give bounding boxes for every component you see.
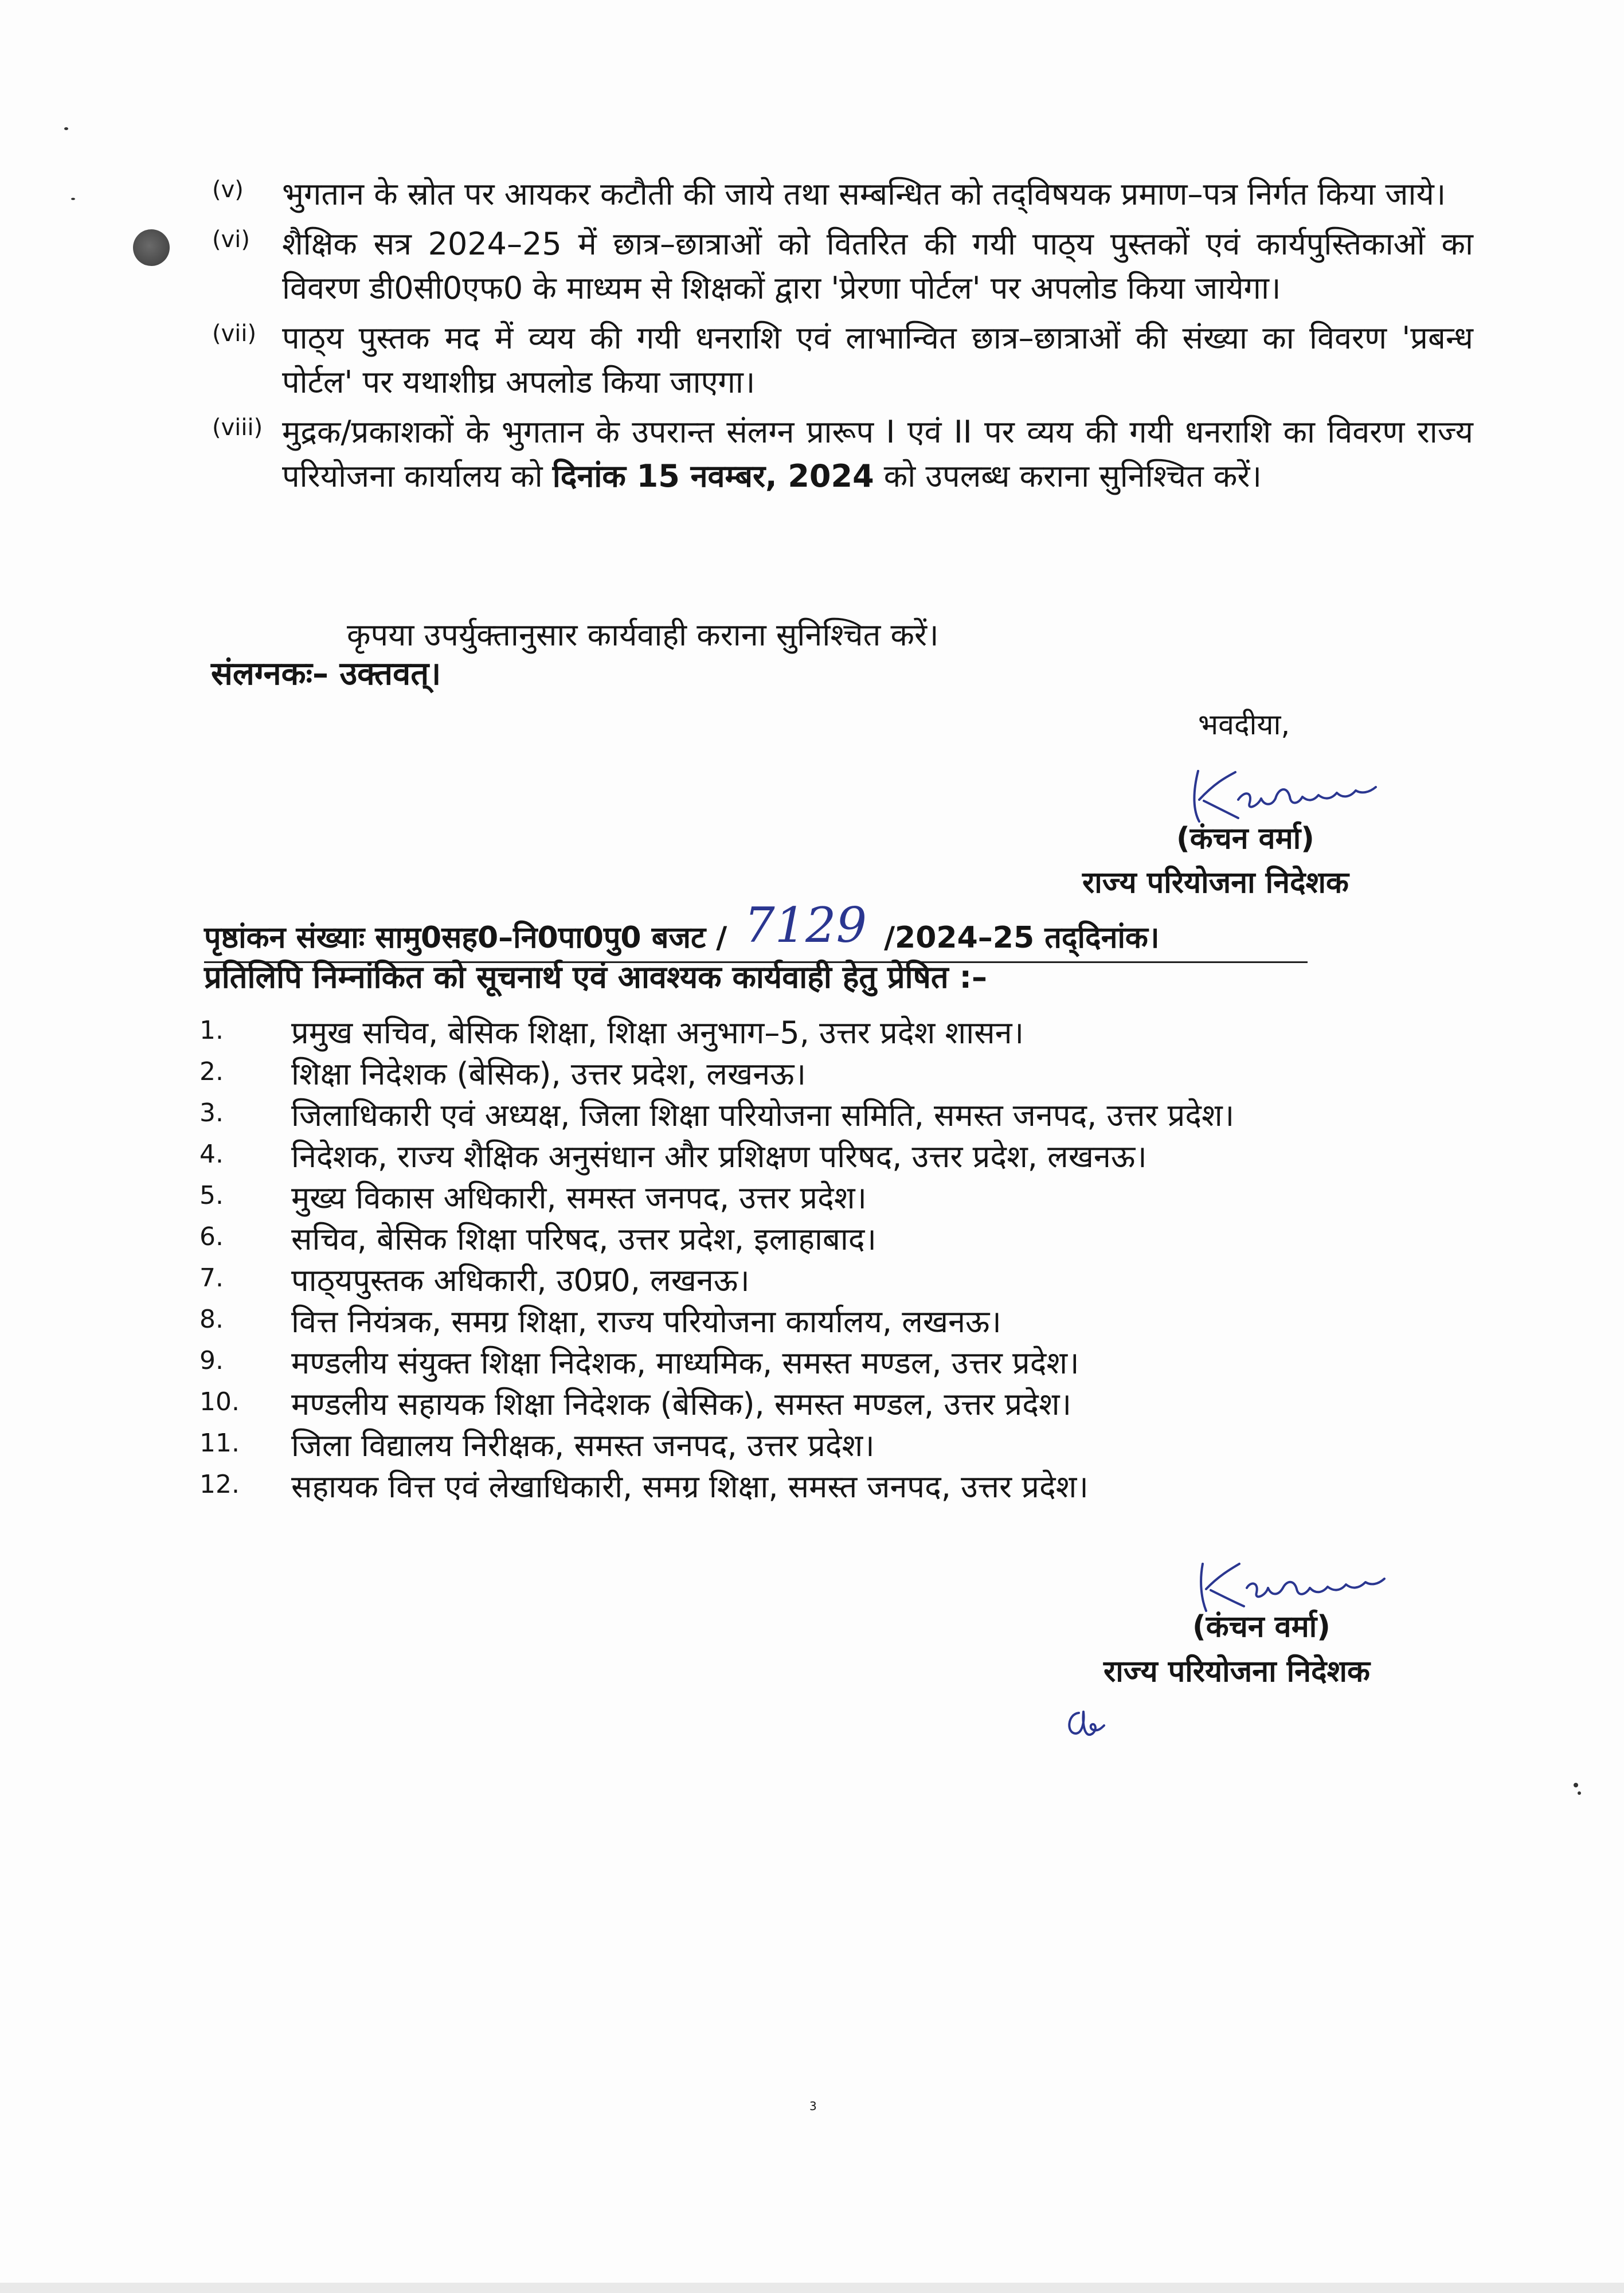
enclosure-line: संलग्नकः– उक्तवत्। xyxy=(211,655,441,692)
list-item-number: 12. xyxy=(199,1470,240,1499)
list-item-number: 2. xyxy=(199,1057,224,1086)
point-number: (vii) xyxy=(212,320,257,347)
signatory-name: (कंचन वर्मा) xyxy=(1192,1610,1330,1644)
signatory-name: (कंचन वर्मा) xyxy=(1176,821,1314,856)
instruction-points xyxy=(212,172,1473,504)
list-item-text: जिला विद्यालय निरीक्षक, समस्त जनपद, उत्तर प्रदेश। xyxy=(291,1427,875,1464)
point-text-part: मुद्रक/प्रकाशकों के भुगतान के उपरान्त संलग्न प्रारूप I एवं II पर व्यय की गयी धनराशि का विवरण राज्य परियोजना कार्यालय को xyxy=(282,414,1473,494)
point-number: (vi) xyxy=(212,226,250,253)
list-item xyxy=(199,1134,1461,1175)
reference-suffix: /2024–25 तद्‌दिनांक। xyxy=(884,921,1160,955)
page-number: 3 xyxy=(809,2099,817,2113)
list-item-text: पाठ्‌यपुस्तक अधिकारी, उ0प्र0, लखनऊ। xyxy=(291,1262,750,1298)
list-item xyxy=(199,1464,1461,1505)
list-item-number: 6. xyxy=(199,1222,224,1251)
list-item-text: जिलाधिकारी एवं अध्यक्ष, जिला शिक्षा परियोजना समिति, समस्त जनपद, उत्तर प्रदेश। xyxy=(291,1097,1235,1133)
list-item-text: सहायक वित्त एवं लेखाधिकारी, समग्र शिक्षा, समस्त जनपद, उत्तर प्रदेश। xyxy=(291,1469,1089,1505)
copy-distribution-heading: प्रतिलिपि निम्नांकित को सूचनार्थ एवं आवश्यक कार्यवाही हेतु प्रेषित :– xyxy=(204,959,988,995)
signatory-title: राज्य परियोजना निदेशक xyxy=(1082,866,1349,900)
list-item xyxy=(199,1010,1461,1051)
point-item xyxy=(212,172,1473,216)
list-item-number: 8. xyxy=(199,1305,224,1334)
scan-speck xyxy=(1574,1783,1578,1787)
scan-speck xyxy=(1578,1791,1581,1795)
point-number: (viii) xyxy=(212,414,263,441)
list-item-text: निदेशक, राज्य शैक्षिक अनुसंधान और प्रशिक्षण परिषद, उत्तर प्रदेश, लखनऊ। xyxy=(291,1138,1147,1175)
list-item xyxy=(199,1093,1461,1134)
list-item xyxy=(199,1258,1461,1299)
greeting: भवदीया, xyxy=(1198,708,1290,741)
list-item-number: 5. xyxy=(199,1181,224,1210)
list-item xyxy=(199,1423,1461,1464)
list-item-number: 10. xyxy=(199,1387,240,1417)
list-item-number: 11. xyxy=(199,1429,240,1458)
list-item xyxy=(199,1216,1461,1258)
list-item-text: मुख्य विकास अधिकारी, समस्त जनपद, उत्तर प्रदेश। xyxy=(291,1180,867,1216)
handwritten-reference-number: 7129 xyxy=(744,897,867,953)
list-item-text: मण्डलीय सहायक शिक्षा निदेशक (बेसिक), समस्त मण्डल, उत्तर प्रदेश। xyxy=(291,1386,1072,1422)
signatory-title: राज्य परियोजना निदेशक xyxy=(1103,1654,1370,1689)
list-item-text: मण्डलीय संयुक्त शिक्षा निदेशक, माध्यमिक, समस्त मण्डल, उत्तर प्रदेश। xyxy=(291,1345,1079,1381)
list-item xyxy=(199,1051,1461,1093)
scan-speck xyxy=(71,198,75,200)
reference-prefix: पृष्ठांकन संख्याः सामु0सह0–नि0पा0पु0 बजट / xyxy=(204,921,727,955)
point-text-part: को उपलब्ध कराना सुनिश्चित करें। xyxy=(874,458,1262,494)
deadline-date: दिनांक 15 नवम्बर, 2024 xyxy=(552,458,874,494)
list-item-text: सचिव, बेसिक शिक्षा परिषद, उत्तर प्रदेश, इलाहाबाद। xyxy=(291,1221,876,1257)
list-item-number: 4. xyxy=(199,1140,224,1169)
scan-speck xyxy=(64,127,68,130)
point-text xyxy=(282,410,1473,498)
closing-line: कृपया उपर्युक्तानुसार कार्यवाही कराना सुनिश्चित करें। xyxy=(347,617,939,653)
punch-hole xyxy=(133,229,170,266)
list-item-number: 3. xyxy=(199,1098,224,1128)
scan-bottom-edge xyxy=(0,2283,1624,2293)
list-item xyxy=(199,1299,1461,1340)
list-item-text: प्रमुख सचिव, बेसिक शिक्षा, शिक्षा अनुभाग–5, उत्तर प्रदेश शासन। xyxy=(291,1015,1024,1051)
list-item xyxy=(199,1340,1461,1382)
point-number: (v) xyxy=(212,177,244,203)
point-text: शैक्षिक सत्र 2024–25 में छात्र–छात्राओं को वितरित की गयी पाठ्‌य पुस्तकों एवं कार्यपुस्तिकाओं का विवरण डी0सी0एफ0 के माध्यम से शिक्षकों द्वारा 'प्रेरणा पोर्टल' पर अपलोड किया जायेगा। xyxy=(282,226,1473,306)
list-item xyxy=(199,1382,1461,1423)
point-item xyxy=(212,410,1473,498)
list-item-text: शिक्षा निदेशक (बेसिक), उत्तर प्रदेश, लखनऊ। xyxy=(291,1056,807,1092)
list-item-number: 1. xyxy=(199,1016,224,1045)
list-item-number: 9. xyxy=(199,1346,224,1375)
list-item xyxy=(199,1175,1461,1216)
point-item xyxy=(212,316,1473,404)
point-text: भुगतान के स्रोत पर आयकर कटौती की जाये तथा सम्बन्धित को तद्‌विषयक प्रमाण–पत्र निर्गत किया जाये। xyxy=(282,176,1446,212)
list-item-number: 7. xyxy=(199,1263,224,1293)
point-text: पाठ्‌य पुस्तक मद में व्यय की गयी धनराशि एवं लाभान्वित छात्र–छात्राओं की संख्या का विवरण 'प्रबन्ध पोर्टल' पर यथाशीघ्र अपलोड किया जाएगा। xyxy=(282,320,1473,400)
handwritten-initial xyxy=(1062,1701,1108,1742)
point-item xyxy=(212,222,1473,310)
copy-distribution-list xyxy=(199,1010,1461,1505)
list-item-text: वित्त नियंत्रक, समग्र शिक्षा, राज्य परियोजना कार्यालय, लखनऊ। xyxy=(291,1304,1001,1340)
